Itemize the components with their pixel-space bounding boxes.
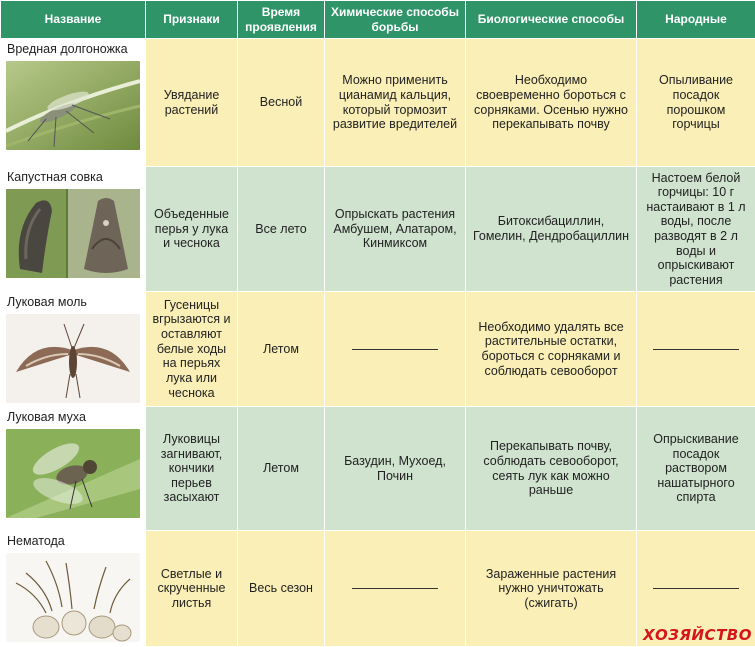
cell-biological: Перекапывать почву, соблюдать севооборот, сеять лук как можно раньше — [466, 407, 637, 531]
cell-time: Летом — [238, 292, 325, 407]
table-row — [1, 407, 755, 531]
header-folk: Народные — [637, 1, 755, 39]
header-chemical: Химические способы борьбы — [325, 1, 466, 39]
pest-name: Нематода — [1, 531, 145, 551]
cell-time: Все лето — [238, 167, 325, 292]
cell-time: Весь сезон — [238, 531, 325, 647]
cell-folk — [637, 292, 755, 407]
cell-chemical — [325, 292, 466, 407]
cell-name — [1, 39, 146, 167]
cell-signs: Светлые и скрученные листья — [146, 531, 238, 647]
header-biological: Биологические способы — [466, 1, 637, 39]
cell-chemical: Опрыскать растения Амбушем, Алатаром, Кинмиксом — [325, 167, 466, 292]
cell-name — [1, 167, 146, 292]
cell-biological: Необходимо удалять все растительные остатки, бороться с сорняками и соблюдать севооборот — [466, 292, 637, 407]
table-row — [1, 292, 755, 407]
cell-name — [1, 407, 146, 531]
cell-time: Весной — [238, 39, 325, 167]
dash-placeholder — [352, 588, 438, 589]
onion-fly-photo — [6, 429, 140, 518]
dash-placeholder — [653, 588, 739, 589]
cell-signs: Увядание растений — [146, 39, 238, 167]
cell-biological: Зараженные растения нужно уничтожать (сжигать) — [466, 531, 637, 647]
table-header-row — [1, 1, 755, 39]
cell-biological: Необходимо своевременно бороться с сорняками. Осенью нужно перекапывать почву — [466, 39, 637, 167]
brand-logo: ХОЗЯЙСТВО — [643, 626, 752, 644]
cell-name — [1, 531, 146, 647]
cell-time: Летом — [238, 407, 325, 531]
onion-moth-photo — [6, 314, 140, 403]
cell-folk: Настоем белой горчицы: 10 г настаивают в 1 л воды, после разводят в 2 л воды и опрыскивают растения — [637, 167, 755, 292]
dash-placeholder — [352, 349, 438, 350]
cell-chemical: Можно применить цианамид кальция, который тормозит развитие вредителей — [325, 39, 466, 167]
cell-name — [1, 292, 146, 407]
pest-name: Луковая муха — [1, 407, 145, 427]
cell-signs: Гусеницы вгрызаются и оставляют белые ходы на перьях лука или чеснока — [146, 292, 238, 407]
pest-name: Капустная совка — [1, 167, 145, 187]
table-row — [1, 167, 755, 292]
pest-name: Луковая моль — [1, 292, 145, 312]
cell-biological: Битоксибациллин, Гомелин, Дендробациллин — [466, 167, 637, 292]
cell-chemical — [325, 531, 466, 647]
header-time: Время проявления — [238, 1, 325, 39]
cabbage-moth-photo — [6, 189, 140, 278]
cell-signs: Луковицы загнивают, кончики перьев засыхают — [146, 407, 238, 531]
nematode-photo — [6, 553, 140, 642]
table-row — [1, 531, 755, 647]
pest-name: Вредная долгоножка — [1, 39, 145, 59]
header-signs: Признаки — [146, 1, 238, 39]
crane-fly-photo — [6, 61, 140, 150]
cell-signs: Объеденные перья у лука и чеснока — [146, 167, 238, 292]
dash-placeholder — [653, 349, 739, 350]
cell-folk: Опрыскивание посадок раствором нашатырного спирта — [637, 407, 755, 531]
cell-chemical: Базудин, Мухоед, Почин — [325, 407, 466, 531]
cell-folk: Опыливание посадок порошком горчицы — [637, 39, 755, 167]
header-name: Название — [1, 1, 146, 39]
table-row — [1, 39, 755, 167]
